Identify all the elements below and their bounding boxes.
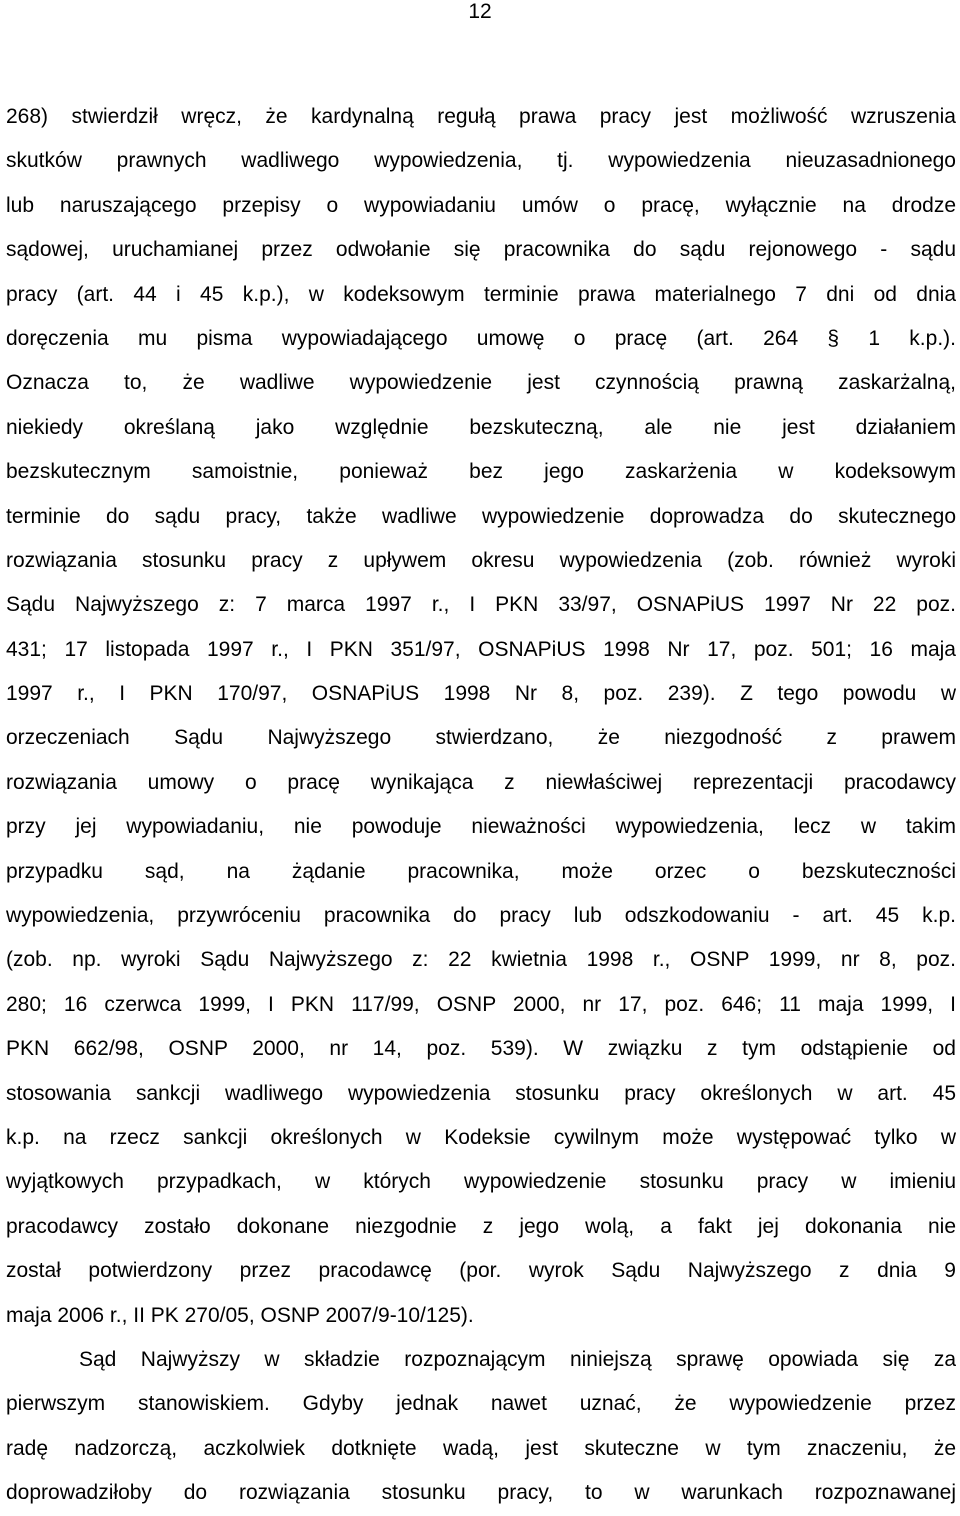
text-line: doprowadziłoby do rozwiązania stosunku pracy, to w warunkach rozpoznawanej xyxy=(6,1481,956,1505)
text-line: doręczenia mu pisma wypowiadającego umowę o pracę (art. 264 § 1 k.p.). xyxy=(6,326,956,350)
text-line: orzeczeniach Sądu Najwyższego stwierdzano, że niezgodność z prawem xyxy=(6,726,956,750)
text-line: 268) stwierdził wręcz, że kardynalną regułą prawa pracy jest możliwość wzruszenia xyxy=(6,105,956,128)
text-line: terminie do sądu pracy, także wadliwe wypowiedzenie doprowadza do skutecznego xyxy=(6,504,956,528)
text-line: sądowej, uruchamianej przez odwołanie się pracownika do sądu rejonowego - sądu xyxy=(6,238,956,262)
text-line: Sąd Najwyższy w składzie rozpoznającym niniejszą sprawę opowiada się za xyxy=(79,1347,956,1371)
text-line: Sądu Najwyższego z: 7 marca 1997 r., I PKN 33/97, OSNAPiUS 1997 Nr 22 poz. xyxy=(6,593,956,617)
text-line: maja 2006 r., II PK 270/05, OSNP 2007/9-10/125). xyxy=(6,1303,474,1327)
text-line: pierwszym stanowiskiem. Gdyby jednak nawet uznać, że wypowiedzenie przez xyxy=(6,1392,956,1416)
text-line: wypowiedzenia, przywróceniu pracownika do pracy lub odszkodowaniu - art. 45 k.p. xyxy=(6,904,956,928)
text-line: 431; 17 listopada 1997 r., I PKN 351/97, OSNAPiUS 1998 Nr 17, poz. 501; 16 maja xyxy=(6,637,956,661)
text-line: radę nadzorczą, aczkolwiek dotknięte wadą, jest skuteczne w tym znaczeniu, że xyxy=(6,1436,956,1460)
text-line: PKN 662/98, OSNP 2000, nr 14, poz. 539). W związku z tym odstąpienie od xyxy=(6,1037,956,1061)
text-line: skutków prawnych wadliwego wypowiedzenia, tj. wypowiedzenia nieuzasadnionego xyxy=(6,149,956,173)
text-line: przypadku sąd, na żądanie pracownika, może orzec o bezskuteczności xyxy=(6,859,956,883)
text-line: niekiedy określaną jako względnie bezskuteczną, ale nie jest działaniem xyxy=(6,415,956,439)
page-number: 12 xyxy=(468,0,492,23)
text-line: 280; 16 czerwca 1999, I PKN 117/99, OSNP 2000, nr 17, poz. 646; 11 maja 1999, I xyxy=(6,992,956,1016)
text-line: wyjątkowych przypadkach, w których wypowiedzenie stosunku pracy w imieniu xyxy=(6,1170,956,1194)
text-line: bezskutecznym samoistnie, ponieważ bez jego zaskarżenia w kodeksowym xyxy=(6,460,956,484)
text-line: 1997 r., I PKN 170/97, OSNAPiUS 1998 Nr 8, poz. 239). Z tego powodu w xyxy=(6,682,956,706)
text-line: przy jej wypowiadaniu, nie powoduje nieważności wypowiedzenia, lecz w takim xyxy=(6,815,956,839)
text-line: został potwierdzony przez pracodawcę (por. wyrok Sądu Najwyższego z dnia 9 xyxy=(6,1259,956,1283)
text-line: rozwiązania stosunku pracy z upływem okresu wypowiedzenia (zob. również wyroki xyxy=(6,548,956,572)
text-line: pracodawcy zostało dokonane niezgodnie z jego wolą, a fakt jej dokonania nie xyxy=(6,1214,956,1238)
text-line: (zob. np. wyroki Sądu Najwyższego z: 22 kwietnia 1998 r., OSNP 1999, nr 8, poz. xyxy=(6,948,956,972)
text-line: k.p. na rzecz sankcji określonych w Kodeksie cywilnym może występować tylko w xyxy=(6,1125,956,1149)
text-line: stosowania sankcji wadliwego wypowiedzenia stosunku pracy określonych w art. 45 xyxy=(6,1081,956,1105)
text-line: pracy (art. 44 i 45 k.p.), w kodeksowym terminie prawa materialnego 7 dni od dnia xyxy=(6,282,956,306)
text-line: rozwiązania umowy o pracę wynikająca z niewłaściwej reprezentacji pracodawcy xyxy=(6,770,956,794)
text-line: Oznacza to, że wadliwe wypowiedzenie jest czynnością prawną zaskarżalną, xyxy=(6,371,956,395)
document-body xyxy=(6,95,956,1516)
text-line: lub naruszającego przepisy o wypowiadaniu umów o pracę, wyłącznie na drodze xyxy=(6,193,956,217)
